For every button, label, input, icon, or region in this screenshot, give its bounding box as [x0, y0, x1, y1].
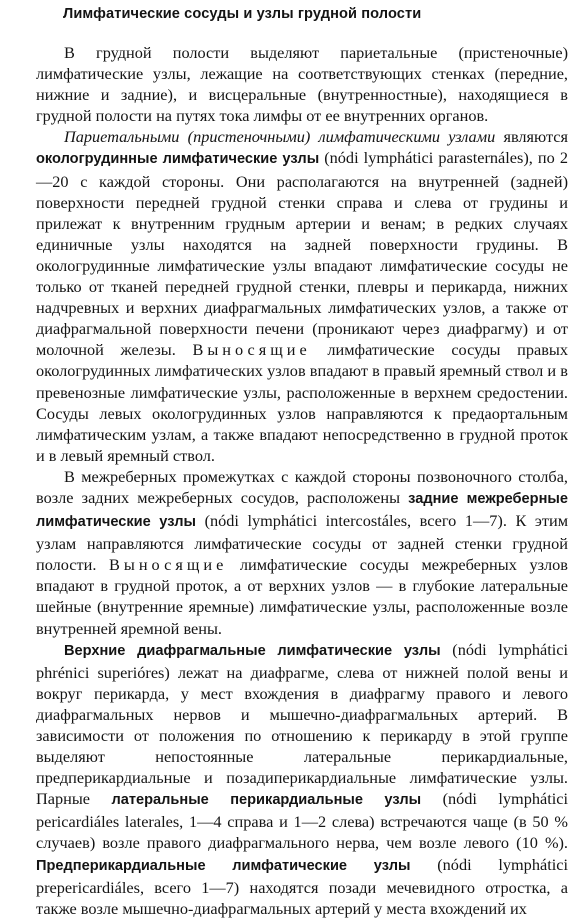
paragraph	[36, 42, 568, 126]
text-run: (nódi lymphátici intercostáles, всего 1—7). К этим узлам направляются лимфатические сосуды от задней стенки грудной полости.	[36, 511, 568, 575]
paragraph	[36, 466, 568, 639]
text-run: (nódi lymphátici prepericardiáles, всего 1—7) находятся позади мечевидного отростка, а также возле мышечно-диафрагмальных артерий у места вхождений их	[36, 854, 568, 918]
text-run: (nódi lymphátici parasternáles), по 2—20 с каждой стороны. Они располагаются на внутренней (задней) поверхности передней грудной стенки справа и слева от грудины и прилежат к внутренним грудным артерии и венам; в редких случаях единичные узлы находятся на задней поверхности грудины. В окологрудинные лимфатические узлы впадают лимфатические сосуды не только от тканей передней грудной стенки, плевры и перикарда, нижних надчревных и верхних диафрагмальных лимфатических узлов, а также от диафрагмальной поверхности печени (проникают через диафрагму) и от молочной железы.	[36, 148, 568, 360]
text-run: лимфатические сосуды правых окологрудинных лимфатических узлов впадают в правый яремный ствол и в превенозные лимфатические узлы, расположенные в верхнем средостении. Сосуды левых окологрудинных узлов направляются к предаортальным лимфатическим узлам, а также впадают непосредственно в грудной проток и в левый яремный ствол.	[36, 340, 568, 465]
spaced-word: Выносящие	[192, 340, 311, 360]
term-bold: латеральные перикардиальные узлы	[111, 792, 422, 809]
spaced-word: Выносящие	[109, 555, 228, 575]
text-run: являются	[495, 127, 569, 147]
term-bold: Верхние диафрагмальные лимфатические узлы	[64, 642, 441, 659]
paragraph	[36, 126, 568, 466]
text-run: В грудной полости выделяют париетальные (пристеночные) лимфатические узлы, лежащие на соответствующих стенках (передние, нижние и задние), и висцеральные (внутренностные), находящиеся в грудной полости на путях тока лимфы от ее внутренних органов.	[36, 43, 568, 126]
paragraph	[36, 639, 568, 919]
term-bold: окологрудинные лимфатические узлы	[36, 151, 320, 168]
term-bold: задние межреберные лимфатические узлы	[36, 490, 568, 531]
document-page	[36, 4, 568, 919]
section-heading: Лимфатические сосуды и узлы грудной полости	[63, 6, 422, 22]
text-run: (nódi lymphátici pericardiáles laterales, 1—4 справа и 1—2 слева) встречаются чаще (в 50 % случаев) возле правого диафрагмального нерва, чем возле левого (10 %).	[36, 789, 569, 853]
text-run: лимфатические сосуды межреберных узлов впадают в грудной проток, а от верхних узлов — в глубокие латеральные шейные (внутренние яремные) лимфатические узлы, расположенные возле внутренней яремной вены.	[36, 555, 568, 638]
document-body	[36, 42, 568, 919]
text-run: (nódi lymphátici phrénici superióres) лежат на диафрагме, слева от нижней полой вены и вокруг перикарда, у мест вхождения в диафрагму правого и левого диафрагмальных нервов и мышечно-диафрагмальных артерий. В зависимости от положения по отношению к перикарду в этой группе выделяют непостоянные латеральные перикардиальные, предперикардиальные и позадиперикардиальные лимфатические узлы. Парные	[36, 639, 568, 809]
term-bold: Предперикардиальные лимфатические узлы	[36, 857, 411, 874]
term-italic: Париетальными (пристеночными) лимфатическими узлами	[64, 127, 496, 147]
text-run: В межреберных промежутках с каждой стороны позвоночного столба, возле задних межреберных сосудов, расположены	[36, 466, 568, 507]
